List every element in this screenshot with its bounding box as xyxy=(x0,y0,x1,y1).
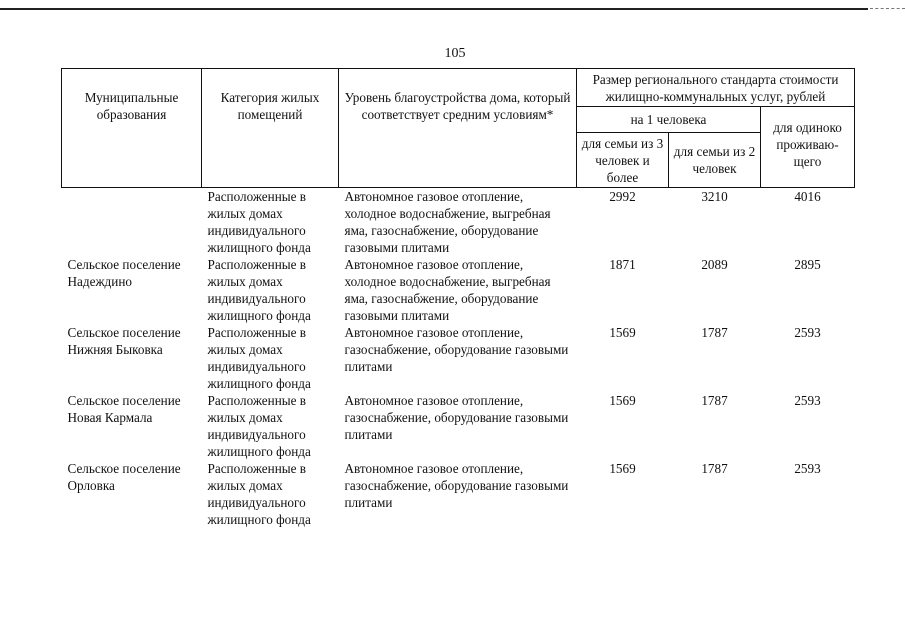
cell-category: Расположенные в жилых домах индивидуального жилищного фонда xyxy=(207,461,311,527)
header-level: Уровень благоустройства дома, который соответствует средним условиям* xyxy=(339,69,577,188)
cell-family3: 1569 xyxy=(609,461,636,476)
cell-single: 2593 xyxy=(794,325,821,340)
header-municipality: Муниципальные образования xyxy=(62,69,202,188)
cell-municipality: Сельское поселение Новая Кармала xyxy=(67,393,181,425)
cell-family2: 1787 xyxy=(701,461,728,476)
cell-family2: 1787 xyxy=(701,393,728,408)
cell-municipality: Сельское поселение Надеждино xyxy=(67,257,181,289)
header-family3: для семьи из 3 человек и более xyxy=(577,133,669,188)
header-standard: Размер регионального стандарта стоимости жилищно-коммунальных услуг, рублей xyxy=(577,69,855,107)
cell-category: Расположенные в жилых домах индивидуального жилищного фонда xyxy=(207,325,311,391)
cell-family2: 3210 xyxy=(701,189,728,204)
housing-standard-table xyxy=(61,68,855,528)
cell-municipality: Сельское поселение Орловка xyxy=(67,461,181,493)
cell-family3: 2992 xyxy=(609,189,636,204)
header-category: Категория жилых помещений xyxy=(202,69,339,188)
cell-level: Автономное газовое отопление, холодное водоснабжение, выгребная яма, газоснабжение, оборудование газовыми плитами xyxy=(344,189,551,255)
cell-single: 2593 xyxy=(794,461,821,476)
cell-single: 2593 xyxy=(794,393,821,408)
table-row xyxy=(62,392,855,460)
cell-level: Автономное газовое отопление, газоснабжение, оборудование газовыми плитами xyxy=(344,393,569,442)
scan-edge-line xyxy=(0,8,868,10)
cell-level: Автономное газовое отопление, холодное водоснабжение, выгребная яма, газоснабжение, оборудование газовыми плитами xyxy=(344,257,551,323)
table-row xyxy=(62,188,855,257)
cell-family3: 1569 xyxy=(609,325,636,340)
cell-family3: 1569 xyxy=(609,393,636,408)
header-family2: для семьи из 2 человек xyxy=(669,133,761,188)
cell-level: Автономное газовое отопление, газоснабжение, оборудование газовыми плитами xyxy=(344,461,569,510)
cell-level: Автономное газовое отопление, газоснабжение, оборудование газовыми плитами xyxy=(344,325,569,374)
header-single: для одиноко проживаю-щего xyxy=(761,107,855,188)
table-row xyxy=(62,460,855,528)
cell-municipality: Сельское поселение Нижняя Быковка xyxy=(67,325,181,357)
header-per-person: на 1 человека xyxy=(577,107,761,133)
table-row xyxy=(62,324,855,392)
cell-single: 2895 xyxy=(794,257,821,272)
cell-single: 4016 xyxy=(794,189,821,204)
cell-family3: 1871 xyxy=(609,257,636,272)
cell-family2: 1787 xyxy=(701,325,728,340)
cell-category: Расположенные в жилых домах индивидуального жилищного фонда xyxy=(207,393,311,459)
table-row xyxy=(62,256,855,324)
page-number: 105 xyxy=(444,46,466,61)
cell-category: Расположенные в жилых домах индивидуального жилищного фонда xyxy=(207,189,311,255)
cell-family2: 2089 xyxy=(701,257,728,272)
scan-edge-dash xyxy=(870,8,905,9)
cell-municipality xyxy=(62,188,202,257)
cell-category: Расположенные в жилых домах индивидуального жилищного фонда xyxy=(207,257,311,323)
